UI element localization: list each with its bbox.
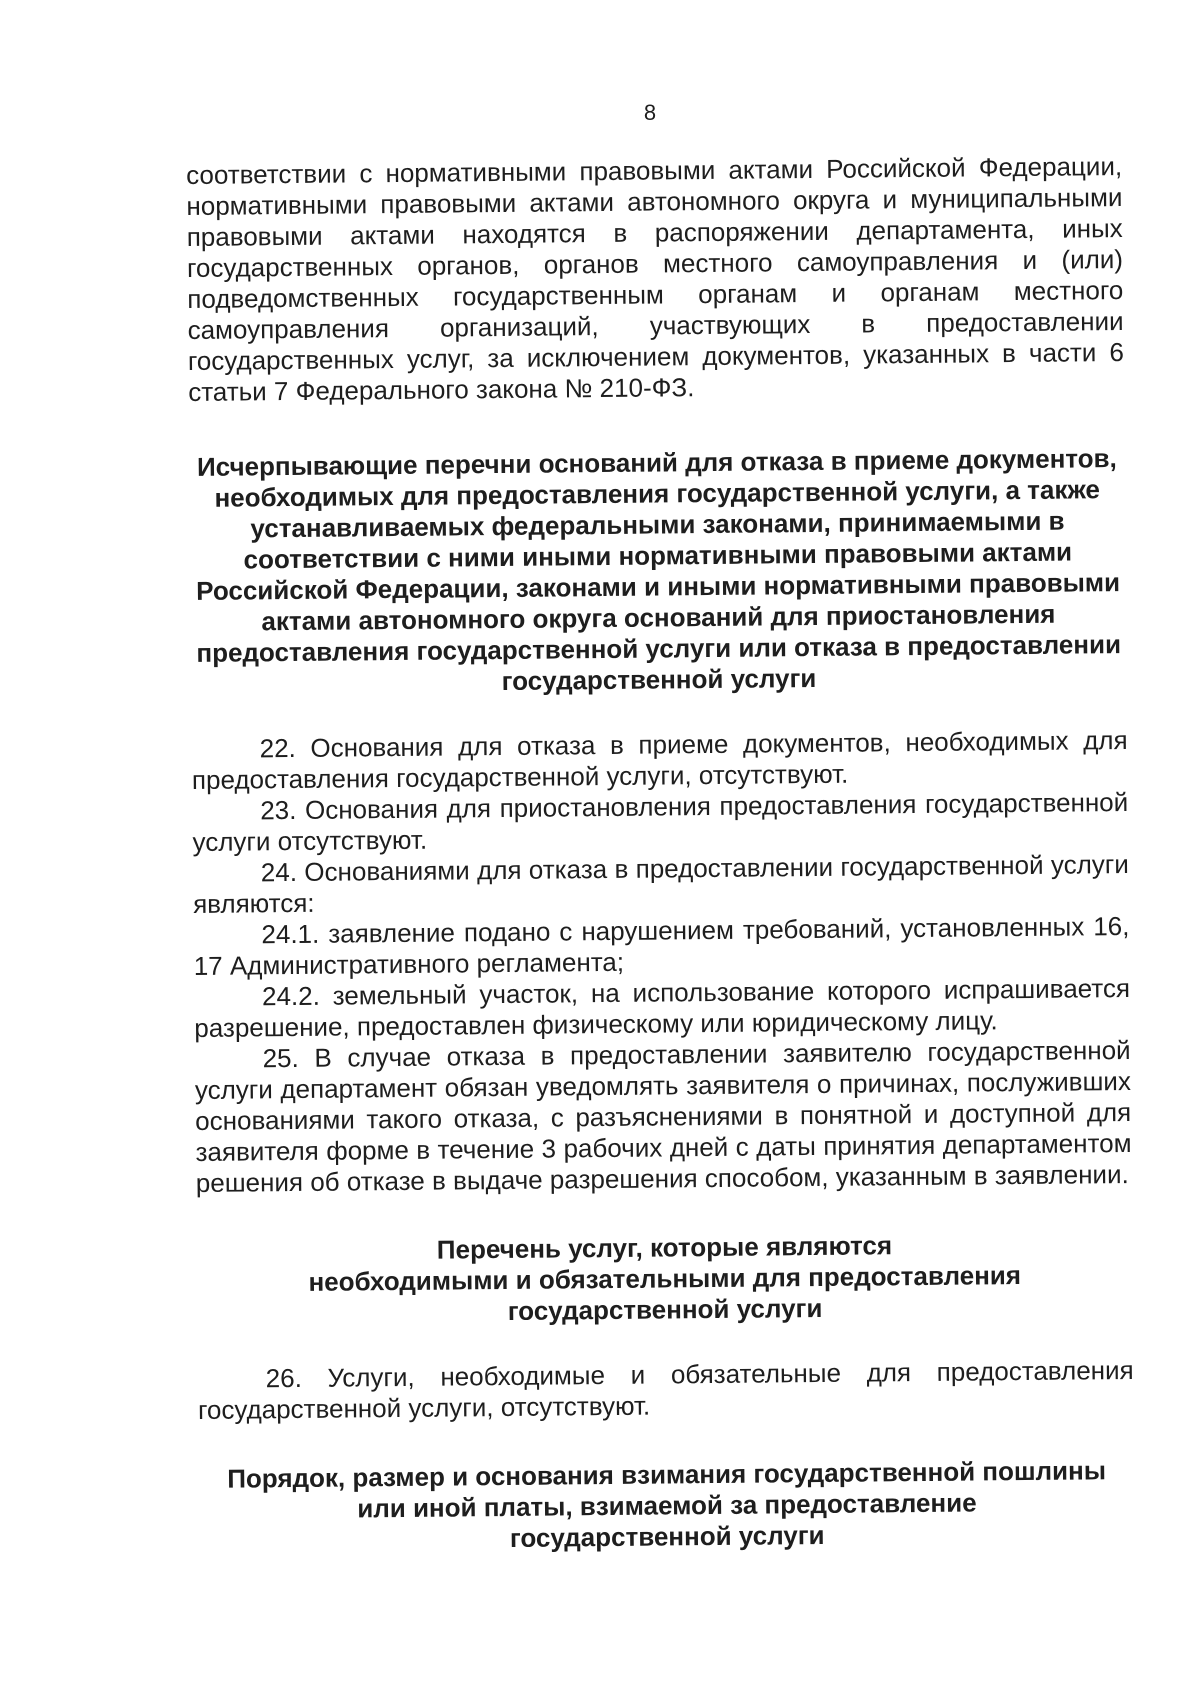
- section-heading-required-services: [196, 1228, 1133, 1330]
- paragraph-23: 23. Основания для приостановления предоставления государственной услуги отсутствуют.: [192, 786, 1129, 857]
- section-heading-state-fee: [199, 1455, 1136, 1557]
- paragraph-26: 26. Услуги, необходимые и обязательные для предоставления государственной услуги, отсутствуют.: [197, 1354, 1134, 1425]
- heading-line: или иной платы, взимаемой за предоставление: [357, 1487, 977, 1524]
- paragraph-25: 25. В случае отказа в предоставлении заявителю государственной услуги департамент обязан уведомлять заявителя о причинах, послуживших основаниями такого отказа, с разъяснениями в понятной и доступной для заявителя форме в течение 3 рабочих дней с даты принятия департаментом решения об отказе в выдаче разрешения способом, указанным в заявлении.: [194, 1034, 1132, 1198]
- heading-line: государственной услуги: [507, 1292, 823, 1326]
- intro-paragraph: соответствии с нормативными правовыми актами Российской Федерации, нормативными правовыми актами автономного округа и муниципальными правовыми актами находятся в распоряжении департамента, иных государственных органов, органов местного самоуправления и (или) подведомственных государственным органам и органам местного самоуправления организаций, участвующих в предоставлении государственных услуг, за исключением документов, указанных в части 6 статьи 7 Федерального закона № 210-ФЗ.: [186, 151, 1125, 407]
- heading-line: необходимыми и обязательными для предоставления: [308, 1260, 1022, 1297]
- section-heading-refusal-grounds: Исчерпывающие перечни оснований для отказа в приеме документов, необходимых для предоставления государственной услуги, а также устанавливаемых федеральными законами, принимаемыми в соответствии с ними иными нормативными правовыми актами Российской Федерации, законами и иными нормативными правовыми актами автономного округа оснований для приостановления предоставления государственной услуги или отказа в предоставлении государственной услуги: [196, 443, 1122, 696]
- paragraph-24-2: 24.2. земельный участок, на использование которого испрашивается разрешение, предоставлен физическому или юридическому лицу.: [194, 972, 1131, 1043]
- paragraph-24-1: 24.1. заявление подано с нарушением требований, установленных 16, 17 Административного регламента;: [193, 910, 1130, 981]
- heading-line: Порядок, размер и основания взимания государственной пошлины: [227, 1455, 1107, 1494]
- heading-line: государственной услуги: [509, 1519, 825, 1553]
- paragraph-22: 22. Основания для отказа в приеме документов, необходимых для предоставления государственной услуги, отсутствуют.: [191, 724, 1128, 795]
- heading-line: Перечень услуг, которые являются: [436, 1230, 893, 1265]
- page-number: 8: [643, 100, 657, 125]
- paragraph-24: 24. Основаниями для отказа в предоставлении государственной услуги являются:: [192, 848, 1129, 919]
- document-body: [186, 151, 1135, 1557]
